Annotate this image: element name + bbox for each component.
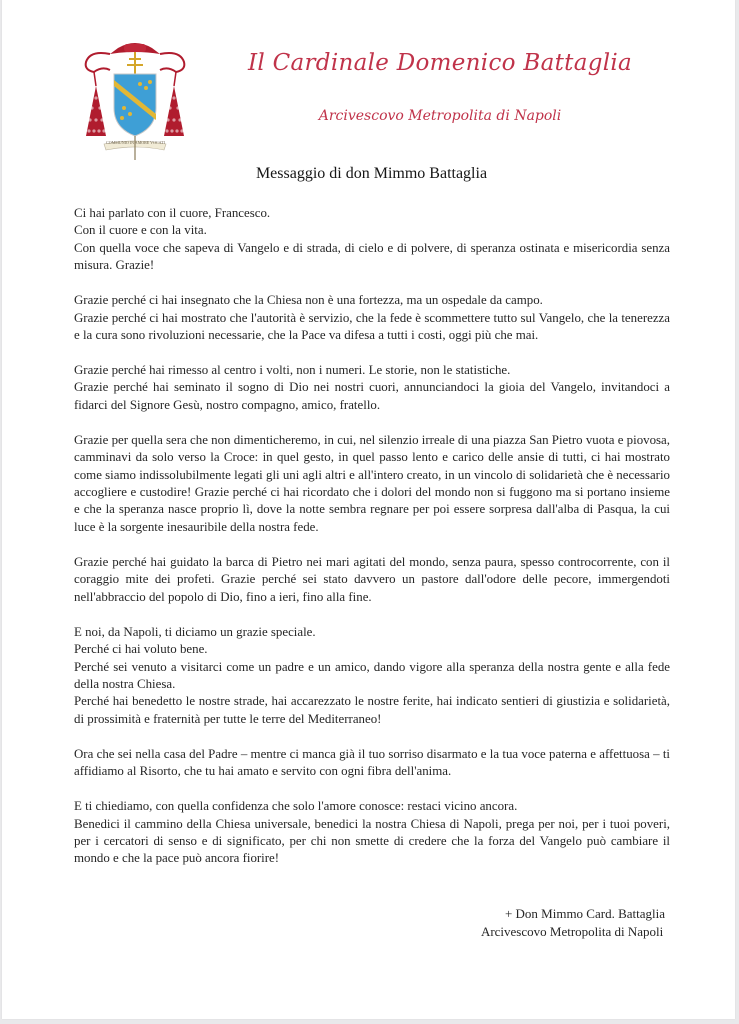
document-title: Messaggio di don Mimmo Battaglia <box>255 165 488 182</box>
crest-motto: COMMUNIO IN AMORE VOCATI <box>106 140 165 145</box>
text-line: Grazie perché hai seminato il sogno di Dio nei nostri cuori, annunciandoci la gioia del Vangelo, invitandoci a fidarci del Signore Gesù, nostro compagno, amico, fratello. <box>74 380 670 412</box>
paragraph <box>74 798 670 868</box>
text-line: Perché sei venuto a visitarci come un padre e un amico, dando vigore alla speranza della nostra gente e alla fede della nostra Chiesa. <box>74 659 670 691</box>
paragraph <box>74 624 670 728</box>
signature-block <box>481 905 665 941</box>
text-line: E noi, da Napoli, ti diciamo un grazie speciale. <box>74 624 316 639</box>
signature-role: Arcivescovo Metropolita di Napoli <box>480 924 664 939</box>
text-line: Grazie per quella sera che non dimenticheremo, in cui, nel silenzio irreale di una piazza San Pietro vuota e piovosa, camminavi da solo verso la Croce: in quel gesto, in quel passo lento e carico delle ansie di tutti, ci hai mostrato come siamo indissolubilmente legati gli uni agli altri e all'intero creato, in un vincolo di solidarietà che è necessario accogliere e custodire! Grazie perché ci hai ricordato che i dolori del mondo non si fuggono ma si portano insieme e che la speranza nasce proprio lì, dove la notte sembra regnare per poi essere sorpresa dall'alba di Pasqua, la cui luce è la sorgente inesauribile della nostra fede. <box>74 432 670 534</box>
text-line: Ora che sei nella casa del Padre – mentre ci manca già il tuo sorriso disarmato e la tua voce paterna e affettuosa – ti affidiamo al Risorto, che tu hai amato e servito con ogni fibra dell'anima. <box>74 746 670 779</box>
paragraph <box>74 292 670 344</box>
text-line: Grazie perché ci hai mostrato che l'autorità è servizio, che la fede è scommettere tutto sul Vangelo, che la tenerezza e la cura sono rivoluzioni necessarie, che la Pace va difesa a tutti i costi, oggi più che mai. <box>74 310 670 343</box>
letter-body <box>74 205 670 885</box>
text-line: Con il cuore e con la vita. <box>74 223 207 238</box>
text-line: Grazie perché hai rimesso al centro i volti, non i numeri. Le storie, non le statistiche. <box>74 363 511 378</box>
text-line: E ti chiediamo, con quella confidenza che solo l'amore conosce: restaci vicino ancora. <box>74 799 518 814</box>
letterhead-subtitle: Arcivescovo Metropolita di Napoli <box>318 108 562 124</box>
paragraph <box>74 362 670 414</box>
text-line: Perché hai benedetto le nostre strade, hai accarezzato le nostre ferite, hai indicato sentieri di giustizia e solidarietà, di prossimità e fraternità per tutte le terre del Mediterraneo! <box>74 694 670 726</box>
letterhead-title: Il Cardinale Domenico Battaglia <box>247 50 633 76</box>
text-line: Con quella voce che sapeva di Vangelo e di strada, di cielo e di polvere, di speranza ostinata e misericordia senza misura. Grazie! <box>74 240 670 273</box>
paragraph <box>74 432 670 536</box>
letter-page <box>2 0 735 1019</box>
text-line: Grazie perché ci hai insegnato che la Chiesa non è una fortezza, ma un ospedale da campo. <box>74 293 543 308</box>
paragraph <box>74 746 670 781</box>
text-line: Ci hai parlato con il cuore, Francesco. <box>74 206 271 220</box>
paragraph <box>74 205 670 275</box>
text-line: Benedici il cammino della Chiesa universale, benedici la nostra Chiesa di Napoli, prega per noi, per i tuoi poveri, per i cercatori di senso e di significato, per chi non smette di credere che la forza del Vangelo può cambiare il mondo e che la pace può ancora fiorire! <box>74 816 670 866</box>
text-line: Perché ci hai voluto bene. <box>74 642 208 657</box>
signature-name: + Don Mimmo Card. Battaglia <box>504 906 665 921</box>
paragraph <box>74 554 670 606</box>
text-line: Grazie perché hai guidato la barca di Pietro nei mari agitati del mondo, senza paura, spesso controcorrente, con il coraggio mite dei profeti. Grazie perché sei stato davvero un pastore dall'odore delle pecore, immergendoti nell'abbraccio del popolo di Dio, fino a ieri, fino alla fine. <box>74 554 670 604</box>
